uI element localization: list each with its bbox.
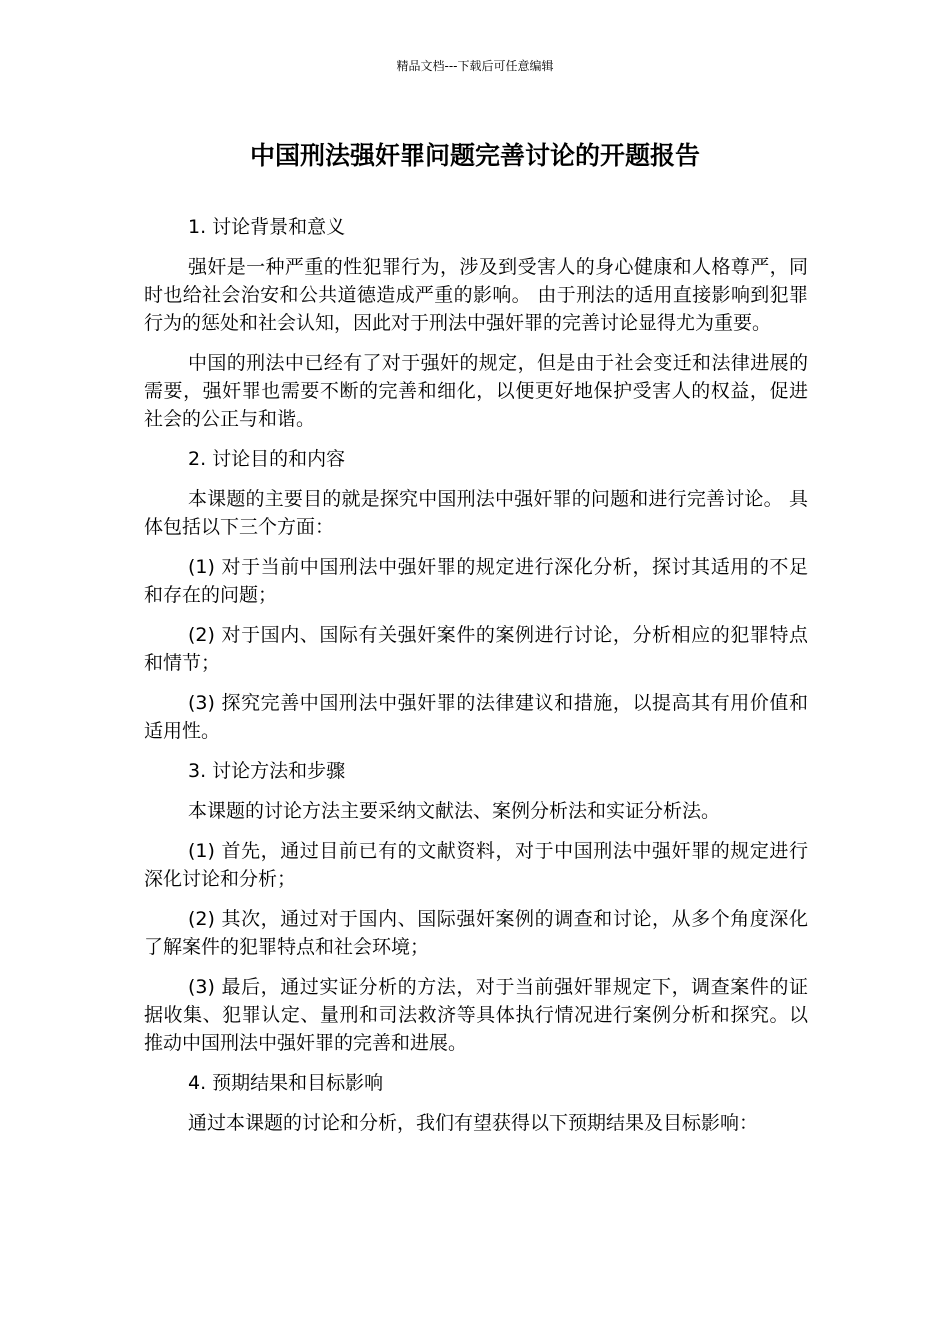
section-heading-purpose: 2. 讨论目的和内容	[188, 448, 346, 470]
list-item-paragraph: (3) 最后，通过实证分析的方法，对于当前强奸罪规定下，调查案件的证据收集、犯罪认定、量刑和司法救济等具体执行情况进行案例分析和探究。以推动中国刑法中强奸罪的完善和进展。	[144, 976, 808, 1054]
paragraph: 本课题的讨论方法主要采纳文献法、案例分析法和实证分析法。	[188, 800, 721, 822]
list-item-paragraph: (2) 对于国内、国际有关强奸案件的案例进行讨论，分析相应的犯罪特点和情节；	[144, 624, 808, 674]
document-title: 中国刑法强奸罪问题完善讨论的开题报告	[249, 141, 700, 170]
paragraph: 本课题的主要目的就是探究中国刑法中强奸罪的问题和进行完善讨论。 具体包括以下三个方面：	[144, 488, 808, 538]
paragraph: 通过本课题的讨论和分析，我们有望获得以下预期结果及目标影响：	[188, 1112, 759, 1134]
section-heading-background: 1. 讨论背景和意义	[188, 216, 346, 238]
document-body	[144, 213, 808, 1149]
list-item-paragraph: (3) 探究完善中国刑法中强奸罪的法律建议和措施，以提高其有用价值和适用性。	[144, 692, 808, 742]
list-item-paragraph: (1) 对于当前中国刑法中强奸罪的规定进行深化分析，探讨其适用的不足和存在的问题；	[144, 556, 808, 606]
paragraph: 强奸是一种严重的性犯罪行为，涉及到受害人的身心健康和人格尊严，同时也给社会治安和公共道德造成严重的影响。 由于刑法的适用直接影响到犯罪行为的惩处和社会认知，因此对于刑法中强奸罪的完善讨论显得尤为重要。	[144, 256, 808, 334]
section-heading-methods: 3. 讨论方法和步骤	[188, 760, 346, 782]
header-note: 精品文档---下载后可任意编辑	[396, 59, 554, 73]
list-item-paragraph: (2) 其次，通过对于国内、国际强奸案例的调查和讨论，从多个角度深化了解案件的犯罪特点和社会环境；	[144, 908, 808, 958]
section-heading-expected-results: 4. 预期结果和目标影响	[188, 1072, 384, 1094]
paragraph: 中国的刑法中已经有了对于强奸的规定，但是由于社会变迁和法律进展的需要，强奸罪也需要不断的完善和细化，以便更好地保护受害人的权益，促进社会的公正与和谐。	[144, 352, 808, 430]
list-item-paragraph: (1) 首先，通过目前已有的文献资料，对于中国刑法中强奸罪的规定进行深化讨论和分析；	[144, 840, 808, 890]
